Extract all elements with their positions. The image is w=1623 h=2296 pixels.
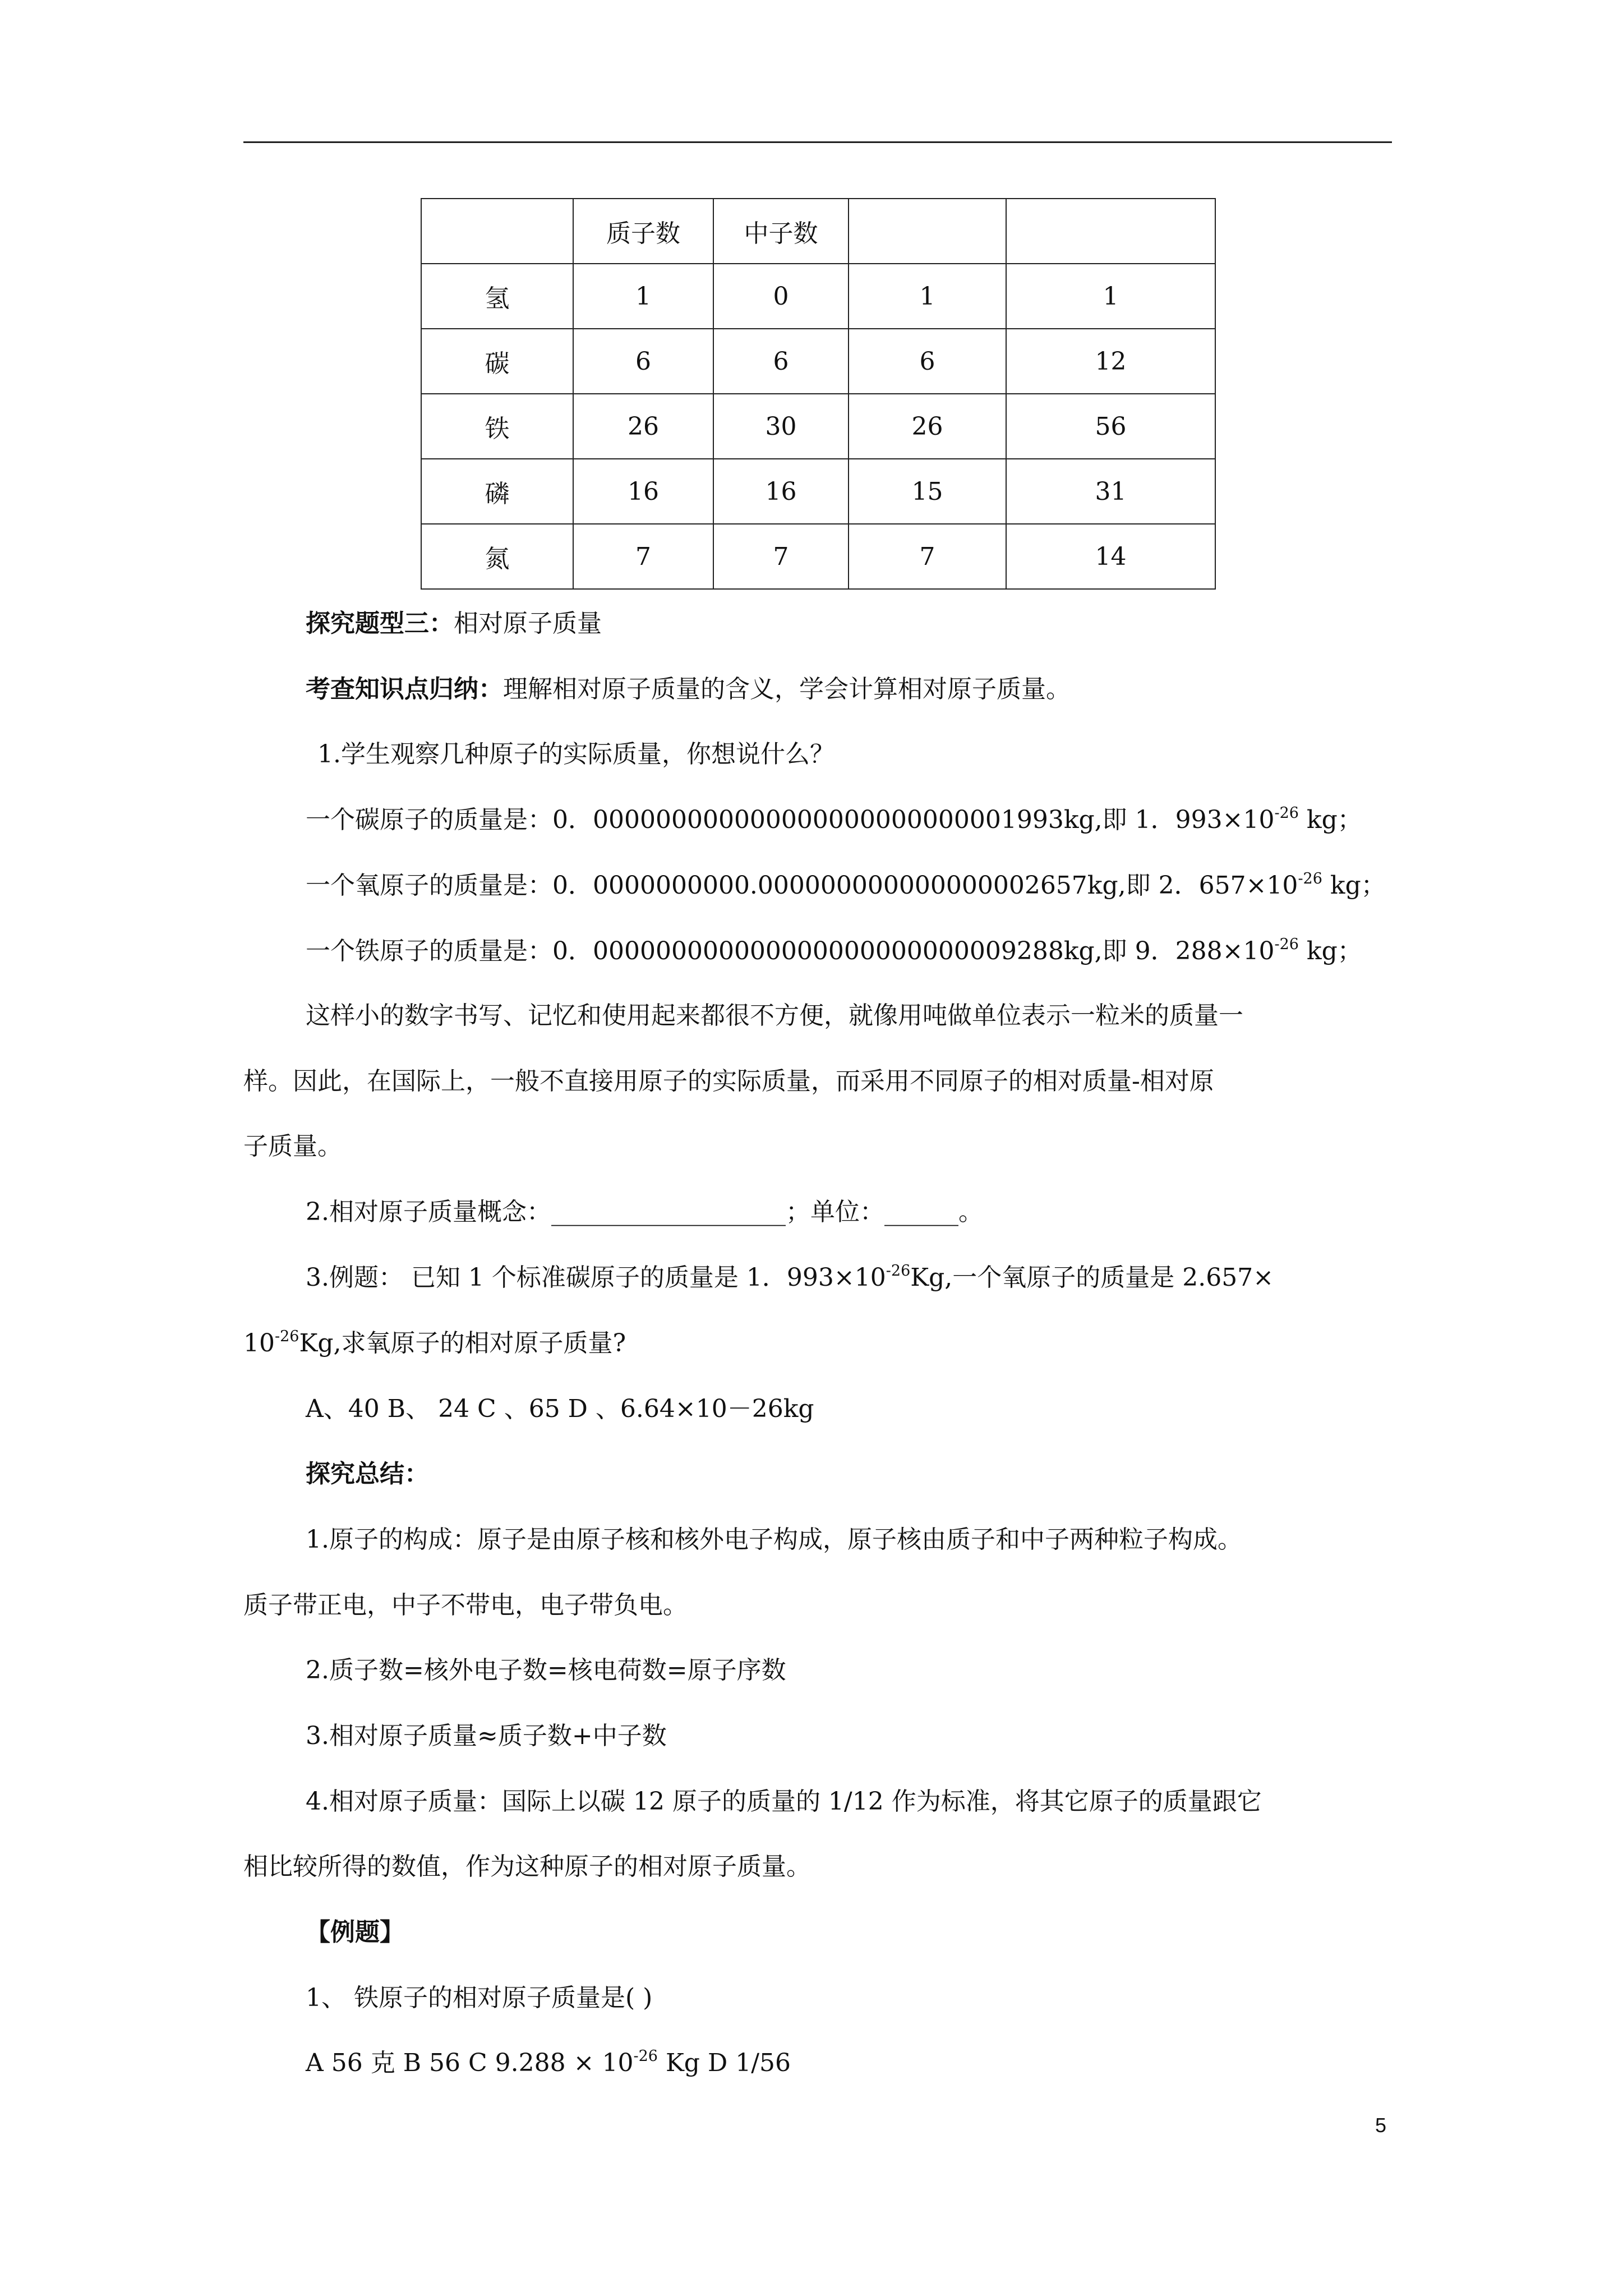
table-cell: 7 (713, 524, 849, 589)
table-header-cell: 中子数 (713, 199, 849, 264)
summary-2: 2.质子数=核外电子数=核电荷数=原子序数 (306, 1656, 786, 1685)
table-cell: 16 (573, 459, 713, 524)
table-cell: 7 (849, 524, 1006, 589)
table-cell: 30 (713, 394, 849, 459)
summary-4-line-1: 4.相对原子质量：国际上以碳 12 原子的质量的 1/12 作为标准，将其它原子的质量跟它 (306, 1787, 1262, 1816)
section3-label: 探究题型三： (306, 609, 454, 638)
summary-heading: 探究总结： (306, 1460, 429, 1488)
example-options: A 56 克 B 56 C $9.288 \times 10^{-26}$ Kg D 1/56 (306, 2047, 791, 2077)
table-cell: 6 (713, 329, 849, 394)
element-name-cell: 氮 (421, 524, 573, 589)
oxygen-mass-line: 一个氧原子的质量是：0．0000000000.000000000000000002657kg,即 2．$657\times 10^{-26}$ kg； (306, 870, 1386, 900)
header-rule (243, 141, 1392, 143)
summary-1-line-1: 1.原子的构成：原子是由原子核和核外电子构成，原子核由质子和中子两种粒子构成。 (306, 1525, 1242, 1554)
paragraph-line-1: 这样小的数字书写、记忆和使用起来都很不方便，就像用吨做单位表示一粒米的质量一 (306, 1001, 1243, 1030)
paragraph-line-3: 子质量。 (243, 1132, 342, 1161)
knowledge-point-label: 考查知识点归纳： (306, 675, 503, 703)
element-name-cell: 氢 (421, 264, 573, 329)
summary-3: 3.相对原子质量≈质子数+中子数 (306, 1722, 667, 1750)
table-cell: 31 (1006, 459, 1215, 524)
table-cell: 16 (713, 459, 849, 524)
table-cell: 0 (713, 264, 849, 329)
summary-1-line-2: 质子带正电，中子不带电，电子带负电。 (243, 1591, 688, 1619)
table-header-cell (849, 199, 1006, 264)
table-row (421, 264, 1215, 329)
table-row (421, 394, 1215, 459)
question-3-line-1: 3.例题： 已知 1 个标准碳原子的质量是 1．$993\times 10^{-26}Kg$,一个氧原子的质量是 2.657× (306, 1262, 1274, 1292)
table-row (421, 329, 1215, 394)
page-number: 5 (1375, 2114, 1387, 2137)
knowledge-point (306, 677, 1071, 702)
table-header-cell (421, 199, 573, 264)
table-cell: 7 (573, 524, 713, 589)
question-2: 2.相对原子质量概念：___________________；单位：______。 (306, 1198, 983, 1226)
section3-title: 相对原子质量 (454, 609, 602, 638)
table-cell: 15 (849, 459, 1006, 524)
table-cell: 14 (1006, 524, 1215, 589)
element-name-cell: 碳 (421, 329, 573, 394)
table-cell: 1 (573, 264, 713, 329)
example-heading: 【例题】 (306, 1918, 404, 1947)
table-cell: 26 (573, 394, 713, 459)
knowledge-point-text: 理解相对原子质量的含义，学会计算相对原子质量。 (503, 675, 1071, 703)
section3-heading (306, 611, 602, 636)
carbon-mass-line: 一个碳原子的质量是：0．000000000000000000000000001993kg,即 1．$993\times 10^{-26}$ kg； (306, 804, 1362, 834)
element-name-cell: 铁 (421, 394, 573, 459)
table-cell: 6 (573, 329, 713, 394)
example-question-1: 1、 铁原子的相对原子质量是( ) (306, 1984, 653, 2012)
element-name-cell: 磷 (421, 459, 573, 524)
question-3-options: A、40 B、 24 C 、65 D 、6.64×10－26kg (306, 1395, 814, 1423)
table-cell: 12 (1006, 329, 1215, 394)
question-3-line-2: $10^{-26}Kg$,求氧原子的相对原子质量? (243, 1328, 626, 1358)
question-1: 1.学生观察几种原子的实际质量，你想说什么？ (317, 740, 834, 769)
table-row (421, 524, 1215, 589)
table-row (421, 459, 1215, 524)
paragraph-line-2: 样。因此，在国际上，一般不直接用原子的实际质量，而采用不同原子的相对质量-相对原 (243, 1067, 1214, 1096)
table-cell: 26 (849, 394, 1006, 459)
iron-mass-line: 一个铁原子的质量是：0．000000000000000000000000009288kg,即 9．$288\times 10^{-26}$ kg； (306, 936, 1362, 965)
table-cell: 1 (1006, 264, 1215, 329)
table-header-cell (1006, 199, 1215, 264)
table-cell: 6 (849, 329, 1006, 394)
table-cell: 1 (849, 264, 1006, 329)
table-header-row (421, 199, 1215, 264)
table-header-cell: 质子数 (573, 199, 713, 264)
summary-4-line-2: 相比较所得的数值，作为这种原子的相对原子质量。 (243, 1852, 811, 1881)
table-cell: 56 (1006, 394, 1215, 459)
atom-composition-table (421, 198, 1216, 590)
